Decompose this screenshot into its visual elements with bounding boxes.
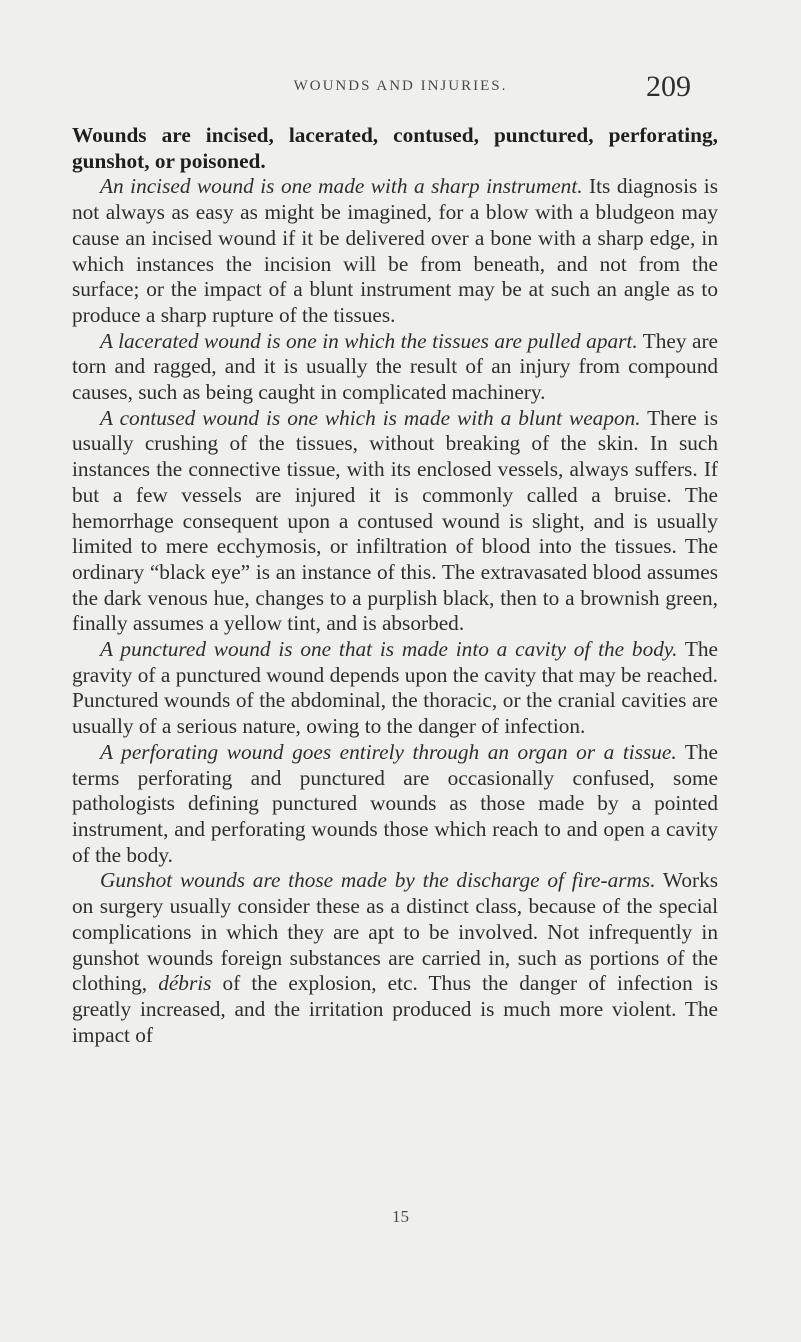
term-lacerated: A lacerated wound is one in which the tissues are pulled apart. <box>100 328 638 353</box>
term-incised: An incised wound is one made with a sharp instrument. <box>100 174 583 199</box>
signature-mark: 15 <box>392 1207 409 1226</box>
paragraph-lacerated-text: They are torn and ragged, and it is usually the result of an injury from compound causes, such as being caught in complicated machinery. <box>72 328 718 405</box>
term-contused: A contused wound is one which is made with a blunt weapon. <box>100 405 641 430</box>
paragraph-punctured-text: The gravity of a punctured wound depends upon the cavity that may be reached. Punctured wounds of the abdominal, the thoracic, or the cranial cavities are usually of a serious nature, owing to the danger of infection. <box>72 637 718 739</box>
paragraph-gunshot <box>72 868 718 1048</box>
paragraph-incised <box>72 174 718 328</box>
lead-sentence: Wounds are incised, lacerated, contused, punctured, perforating, gunshot, or poisoned. <box>72 123 718 173</box>
body-text <box>72 123 718 1048</box>
paragraph-incised-text: Its diagnosis is not always as easy as might be imagined, for a blow with a bludgeon may cause an incised wound if it be delivered over a bone with a sharp edge, in which instances the incision will be from beneath, and not from the surface; or the impact of a blunt instrument may be at such an angle as to produce a sharp rupture of the tissues. <box>72 174 718 327</box>
paragraph-perforating-text: The terms perforating and punctured are occasionally confused, some pathologists defining punctured wounds as those made by a pointed instrument, and perforating wounds those which reach to and open a cavity of the body. <box>72 739 718 867</box>
paragraph-punctured <box>72 637 718 740</box>
paragraph-perforating <box>72 740 718 869</box>
paragraph-contused-text: There is usually crushing of the tissues, without breaking of the skin. In such instances the connective tissue, with its enclosed vessels, always suffers. If but a few vessels are injured it is commonly called a bruise. The hemorrhage consequent upon a contused wound is slight, and is usually limited to mere ecchymosis, or infiltration of blood into the tissues. The ordinary “black eye” is an instance of this. The extravasated blood assumes the dark venous hue, changes to a purplish black, then to a brownish green, finally assumes a yellow tint, and is absorbed. <box>72 405 718 636</box>
term-debris: débris <box>158 971 212 996</box>
page-number: 209 <box>646 70 691 103</box>
term-punctured: A punctured wound is one that is made into a cavity of the body. <box>100 637 678 662</box>
paragraph-lacerated <box>72 329 718 406</box>
paragraph-gunshot-text-after: of the explosion, etc. Thus the danger of infection is greatly increased, and the irritation produced is much more violent. The impact of <box>72 971 718 1047</box>
running-head: WOUNDS AND INJURIES. <box>293 78 508 94</box>
term-perforating: A perforating wound goes entirely through an organ or a tissue. <box>100 739 677 764</box>
paragraph-gunshot-text-before: Works on surgery usually consider these as a distinct class, because of the special complications in which they are apt to be involved. Not infrequently in gunshot wounds foreign substances are carried in, such as portions of the clothing, <box>72 868 719 996</box>
term-gunshot: Gunshot wounds are those made by the discharge of fire-arms. <box>100 868 656 893</box>
paragraph-contused <box>72 406 718 637</box>
